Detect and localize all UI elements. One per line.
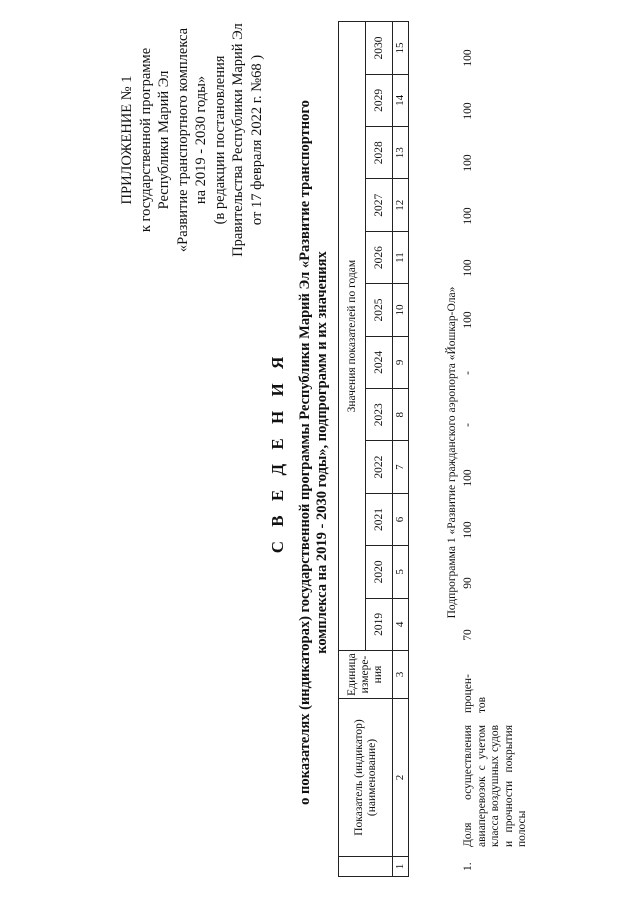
header-year: 2021 [366,493,393,545]
annex-line: (в редакции постановления [211,55,228,225]
row-unit: процен-тов [462,674,488,713]
row-indicator-name: Доля осуществления авиаперевозок с учетом класса воздушных судов и прочности покрытия полосы [462,725,528,847]
header-cell-values-group: Значения показателей по годам [339,22,366,651]
column-number: 6 [393,493,409,545]
row-value: 70 [462,629,474,641]
column-number: 13 [393,127,409,179]
column-number: 7 [393,441,409,493]
header-year: 2026 [366,231,393,283]
header-year: 2022 [366,441,393,493]
row-value: 100 [462,259,474,277]
column-number: 15 [393,22,409,74]
annex-line: «Развитие транспортного комплекса [174,27,191,253]
header-year: 2030 [366,22,393,74]
row-value: 100 [462,154,474,172]
row-value: - [462,423,474,427]
header-year: 2028 [366,127,393,179]
column-number: 14 [393,74,409,126]
row-value: 100 [462,49,474,67]
document-subtitle [297,0,331,905]
indicators-table [338,21,409,877]
annex-line: от 17 февраля 2022 г. №68 ) [248,54,265,226]
annex-line: Республики Марий Эл [156,70,172,210]
row-value: 100 [462,311,474,329]
subprogram-caption: Подпрограмма 1 «Развитие гражданского аэропорта «Йошкар-Ола» [446,286,458,619]
header-year: 2027 [366,179,393,231]
row-number: 1. [462,862,474,871]
header-year: 2025 [366,284,393,336]
annex-block [118,15,266,265]
column-number: 12 [393,179,409,231]
column-number: 10 [393,284,409,336]
row-value: - [462,371,474,375]
column-number: 4 [393,598,409,650]
subtitle-line: комплекса на 2019 - 2030 годы», подпрограмм и их значениях [314,251,330,654]
header-cell-unit: Единица измере-ния [339,651,393,699]
column-number: 3 [393,651,409,699]
annex-line: Правительства Республики Марий Эл [230,23,246,257]
table-header-row [339,22,366,877]
column-number: 11 [393,231,409,283]
row-value: 90 [462,577,474,589]
row-value: 100 [462,207,474,225]
header-cell-indicator: Показатель (индикатор) (наименование) [339,699,393,857]
header-year: 2019 [366,598,393,650]
annex-line: к государственной программе [137,47,154,233]
row-value: 100 [462,469,474,487]
annex-line: ПРИЛОЖЕНИЕ № 1 [119,75,135,205]
header-cell-number [339,857,393,877]
annex-line: на 2019 - 2030 годы» [193,75,209,205]
subtitle-line: о показателях (индикаторах) государственной программы Республики Марий Эл «Развитие транспортного [297,100,313,805]
column-number: 9 [393,336,409,388]
header-year: 2029 [366,74,393,126]
column-number: 1 [393,857,409,877]
column-number: 8 [393,389,409,441]
table-column-numbers-row [393,22,409,877]
row-value: 100 [462,521,474,539]
row-value: 100 [462,102,474,120]
document-title: С В Е Д Е Н И Я [268,351,287,554]
column-number: 5 [393,546,409,598]
header-year: 2024 [366,336,393,388]
header-year: 2020 [366,546,393,598]
header-year: 2023 [366,389,393,441]
column-number: 2 [393,699,409,857]
